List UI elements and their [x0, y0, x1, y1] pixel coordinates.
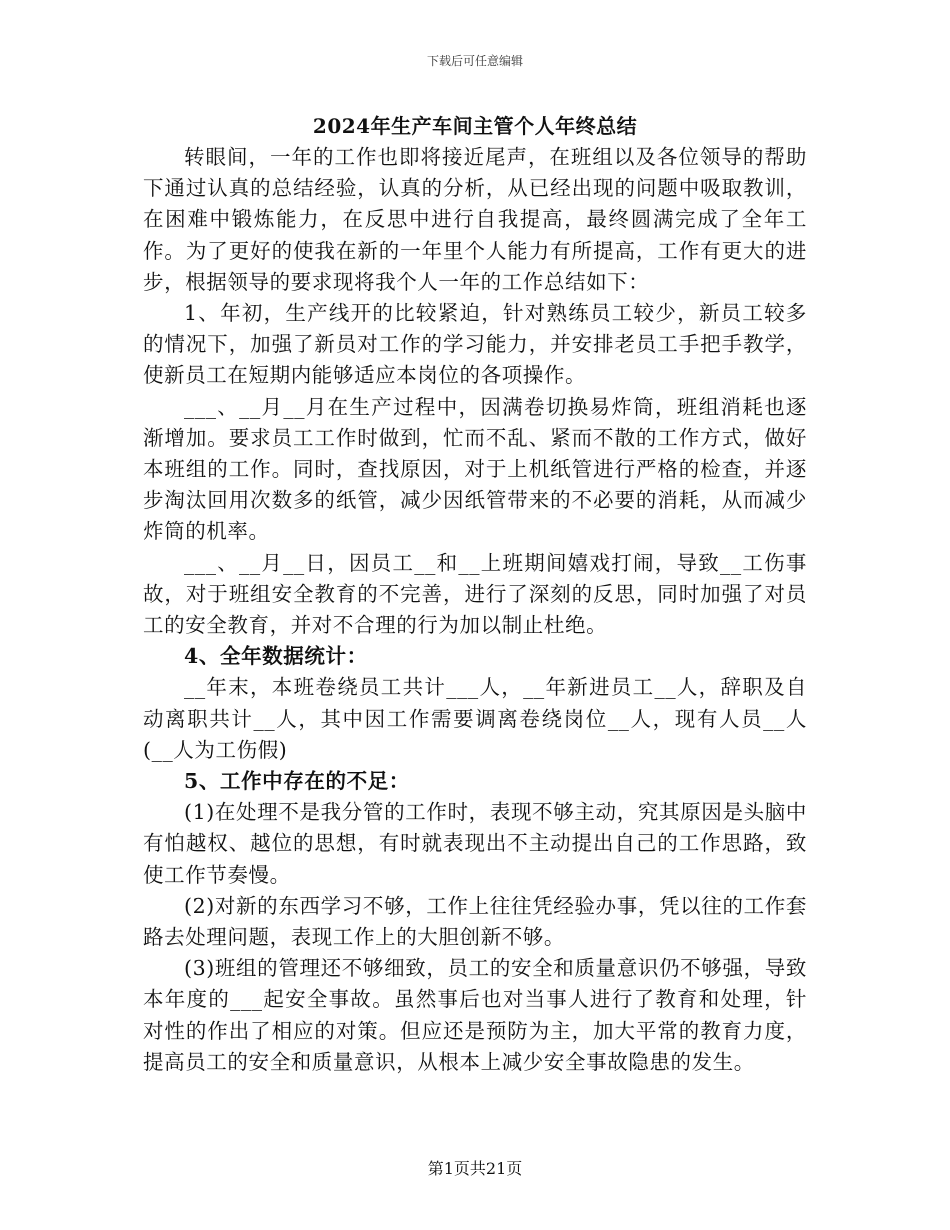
paragraph-item-3: ___、__月__日，因员工__和__上班期间嬉戏打闹，导致__工伤事故，对于班组安全教育的不完善，进行了深刻的反思，同时加强了对员工的安全教育，并对不合理的行为加以制止杜绝。: [143, 550, 807, 638]
section-heading-statistics: 4、全年数据统计：: [184, 644, 368, 669]
paragraph-shortcoming-3: (3)班组的管理还不够细致，员工的安全和质量意识仍不够强，导致本年度的___起安全事故。虽然事后也对当事人进行了教育和处理，针对性的作出了相应的对策。但应还是预防为主，加大平常的教育力度，提高员工的安全和质量意识，从根本上减少安全事故隐患的发生。: [143, 956, 807, 1074]
header-note: 下载后可任意编辑: [426, 54, 523, 68]
paragraph-statistics: __年末，本班卷绕员工共计___人，__年新进员工__人，辞职及自动离职共计__人，其中因工作需要调离卷绕岗位__人，现有人员__人(__人为工伤假): [143, 675, 807, 762]
document-title: 2024年生产车间主管个人年终总结: [312, 114, 638, 138]
paragraph-intro: 转眼间，一年的工作也即将接近尾声，在班组以及各位领导的帮助下通过认真的总结经验，认真的分析，从已经出现的问题中吸取教训，在困难中锻炼能力，在反思中进行自我提高，最终圆满完成了全年工作。为了更好的使我在新的一年里个人能力有所提高，工作有更大的进步，根据领导的要求现将我个人一年的工作总结如下：: [143, 145, 807, 294]
paragraph-shortcoming-2: (2)对新的东西学习不够，工作上往往凭经验办事，凭以往的工作套路去处理问题，表现工作上的大胆创新不够。: [143, 893, 807, 950]
section-heading-shortcomings: 5、工作中存在的不足：: [184, 769, 410, 794]
document-body: [143, 142, 807, 1078]
paragraph-shortcoming-1: (1)在处理不是我分管的工作时，表现不够主动，究其原因是头脑中有怕越权、越位的思想，有时就表现出不主动提出自己的工作思路，致使工作节奏慢。: [143, 800, 807, 887]
paragraph-item-2: ___、__月__月在生产过程中，因满卷切换易炸筒，班组消耗也逐渐增加。要求员工工作时做到，忙而不乱、紧而不散的工作方式，做好本班组的工作。同时，查找原因，对于上机纸管进行严格的检查，并逐步淘汰回用次数多的纸管，减少因纸管带来的不必要的消耗，从而减少炸筒的机率。: [143, 394, 807, 544]
paragraph-item-1: 1、年初，生产线开的比较紧迫，针对熟练员工较少，新员工较多的情况下，加强了新员对工作的学习能力，并安排老员工手把手教学，使新员工在短期内能够适应本岗位的各项操作。: [143, 301, 807, 388]
page-footer: 第1页共21页: [427, 1159, 523, 1178]
